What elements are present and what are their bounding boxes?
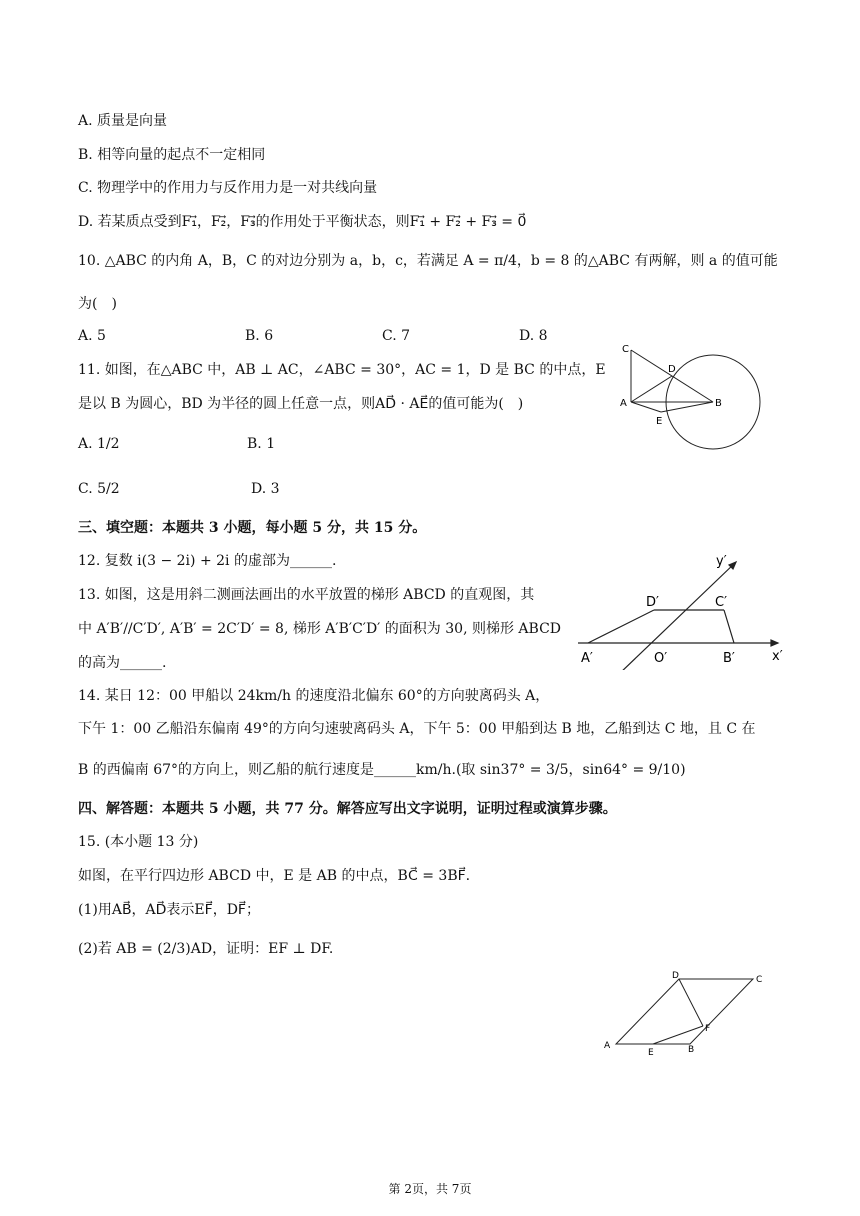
- label-c: C: [622, 344, 629, 355]
- page-footer: 第 2页，共 7页: [388, 1182, 472, 1196]
- option-d-text: D. 若某质点受到F₁⃗，F₂⃗，F₃⃗的作用处于平衡状态，则F₁⃗ + F₂⃗ + F₃⃗ = 0⃗: [78, 214, 527, 230]
- figure-q15: [600, 968, 790, 1058]
- q11-option: D. 3: [251, 481, 280, 497]
- q11-option: A. 1/2: [78, 436, 120, 452]
- question-11-tail: 是以 B 为圆心，BD 为半径的圆上任意一点，则AD⃗ · AE⃗的值可能为( ): [78, 396, 524, 412]
- q11-option: B. 1: [247, 436, 276, 452]
- question-14-line3: B 的西偏南 67°的方向上，则乙船的航行速度是______km/h.(取 sin37° = 3/5，sin64° = 9/10): [78, 762, 686, 778]
- question-13-line3: 的高为______.: [78, 655, 167, 671]
- label-d-prime: D′: [646, 595, 659, 610]
- label-b: B: [688, 1045, 695, 1055]
- question-15: 如图，在平行四边形 ABCD 中，E 是 AB 的中点，BC⃗ = 3BF⃗.: [78, 868, 471, 884]
- label-x: x′: [772, 649, 783, 664]
- question-15-header: 15. (本小题 13 分): [78, 834, 199, 850]
- label-y: y′: [716, 554, 727, 569]
- question-10-tail: 为( ): [78, 296, 117, 312]
- option-c-text: C. 物理学中的作用力与反作用力是一对共线向量: [78, 180, 378, 196]
- label-d: D: [668, 364, 676, 375]
- label-a-prime: A′: [581, 651, 593, 666]
- section-4-heading: 四、解答题：本题共 5 小题，共 77 分。解答应写出文字说明，证明过程或演算步骤。: [78, 801, 617, 817]
- question-13: 13. 如图，这是用斜二测画法画出的水平放置的梯形 ABCD 的直观图，其: [78, 587, 535, 603]
- label-a: A: [620, 398, 627, 409]
- label-b-prime: B′: [723, 651, 735, 666]
- label-f: F: [705, 1024, 711, 1034]
- question-15-part1: (1)用AB⃗，AD⃗表示EF⃗，DF⃗；: [78, 902, 260, 918]
- label-b: B: [715, 398, 722, 409]
- q10-option: A. 5: [78, 328, 106, 344]
- question-15-part2: (2)若 AB = (2/3)AD，证明：EF ⊥ DF.: [78, 941, 334, 957]
- figure-q11: [618, 340, 778, 450]
- section-3-heading: 三、填空题：本题共 3 小题，每小题 5 分，共 15 分。: [78, 520, 427, 536]
- label-a: A: [604, 1041, 611, 1051]
- q10-option: B. 6: [245, 328, 274, 344]
- q10-option: C. 7: [382, 328, 411, 344]
- label-c: C: [756, 975, 763, 985]
- option-a-text: A. 质量是向量: [78, 113, 168, 129]
- label-c-prime: C′: [715, 595, 728, 610]
- figure-q13: [578, 550, 798, 670]
- q10-option: D. 8: [519, 328, 548, 344]
- question-14: 14. 某日 12：00 甲船以 24km/h 的速度沿北偏东 60°的方向驶离码头 A，: [78, 688, 550, 704]
- question-13-line2: 中 A′B′//C′D′, A′B′ = 2C′D′ = 8, 梯形 A′B′C′D′ 的面积为 30, 则梯形 ABCD: [78, 621, 562, 637]
- label-o-prime: O′: [654, 651, 668, 666]
- question-12: 12. 复数 i(3 − 2i) + 2i 的虚部为______.: [78, 553, 337, 569]
- question-10: 10. △ABC 的内角 A，B，C 的对边分别为 a，b，c，若满足 A = π/4，b = 8 的△ABC 有两解，则 a 的值可能: [78, 253, 778, 269]
- question-11: 11. 如图，在△ABC 中，AB ⊥ AC，∠ABC = 30°，AC = 1，D 是 BC 的中点，E: [78, 362, 606, 378]
- q11-option: C. 5/2: [78, 481, 120, 497]
- label-d: D: [672, 971, 679, 981]
- label-e: E: [656, 416, 663, 427]
- option-b-text: B. 相等向量的起点不一定相同: [78, 147, 266, 163]
- question-14-line2: 下午 1：00 乙船沿东偏南 49°的方向匀速驶离码头 A，下午 5：00 甲船到达 B 地，乙船到达 C 地，且 C 在: [78, 721, 756, 737]
- label-e: E: [648, 1048, 654, 1058]
